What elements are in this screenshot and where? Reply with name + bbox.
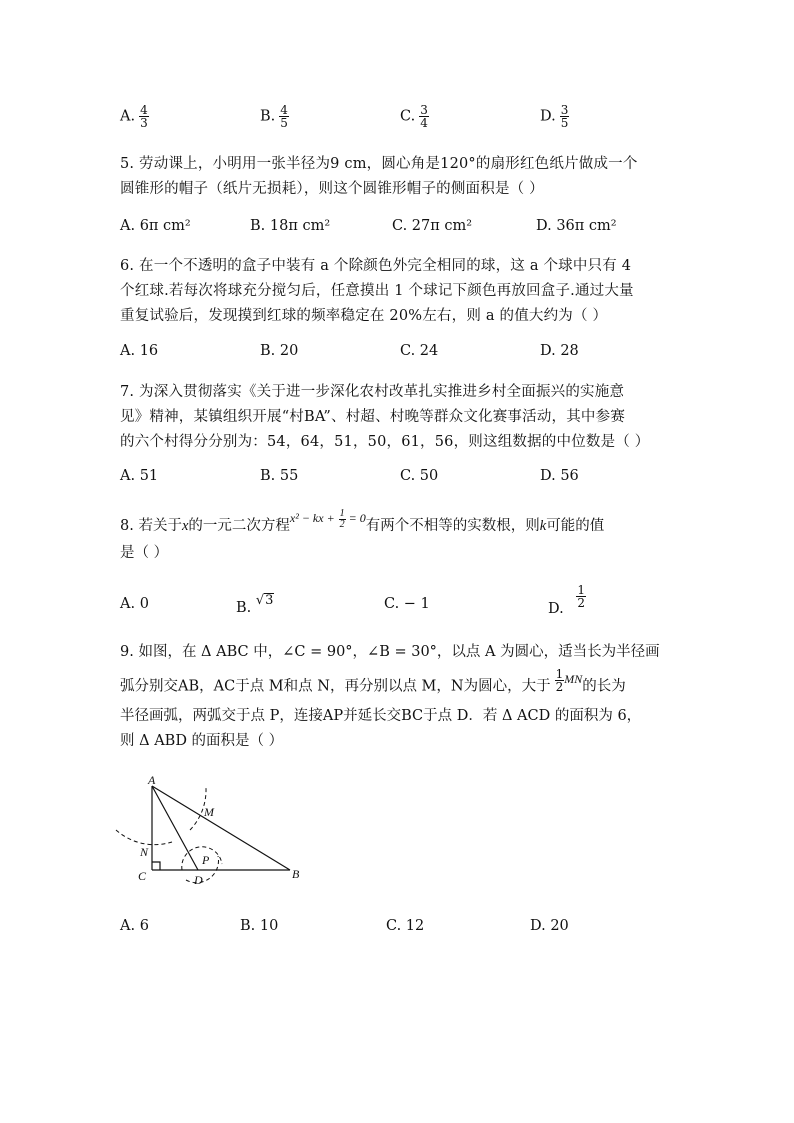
q5-option-a: A. 6π cm² — [120, 218, 191, 234]
triangle-figure — [100, 768, 320, 892]
segment-ad — [152, 786, 198, 870]
q6-stem — [120, 254, 680, 329]
q7-option-c: C. 50 — [400, 468, 439, 484]
q8-option-c: C. − 1 — [384, 596, 430, 612]
q7-stem — [120, 380, 680, 455]
q7-option-d: D. 56 — [540, 468, 579, 484]
side-ab — [152, 786, 290, 870]
q9-line-2: 弧分别交AB，AC于点 M和点 N，再分别以点 M，N为圆心，大于 $\frac{1}{2}$ $^{MN}$的长为 — [120, 667, 626, 695]
label-d: D — [194, 873, 203, 887]
label-m: M — [204, 805, 214, 819]
label-a: A — [148, 773, 156, 787]
q7-line-3: 的六个村得分分别为：54，64，51，50，61，56，则这组数据的中位数是（ ） — [120, 434, 650, 450]
label-p: P — [202, 853, 210, 867]
q9-line-3: 半径画弧，两弧交于点 P，连接AP并延长交BC于点 D．若 Δ ACD 的面积为 6， — [120, 708, 642, 724]
q6-line-3: 重复试验后，发现摸到红球的频率稳定在 20%左右，则 a 的值大约为（ ） — [120, 308, 608, 324]
q4-option-d: D. $\frac{3}{5}$ — [540, 103, 569, 130]
q4-option-b: B. $\frac{4}{5}$ — [260, 103, 288, 130]
q7-option-b: B. 55 — [260, 468, 299, 484]
q8-option-d: D. $\frac{1}{2}$ — [548, 583, 585, 617]
q5-option-d: D. 36π cm² — [536, 218, 617, 234]
q6-line-1: 6. 在一个不透明的盒子中装有 a 个除颜色外完全相同的球，这 a 个球中只有 4 — [120, 258, 632, 274]
q9-option-b: B. 10 — [240, 918, 279, 934]
q6-line-2: 个红球.若每次将球充分搅匀后，任意摸出 1 个球记下颜色再放回盒子.通过大量 — [120, 283, 634, 299]
q5-option-c: C. 27π cm² — [392, 218, 473, 234]
q6-option-c: C. 24 — [400, 343, 439, 359]
q8-line-2: 是（ ） — [120, 545, 169, 561]
q5-stem — [120, 152, 680, 202]
label-n: N — [140, 845, 149, 859]
q9-option-d: D. 20 — [530, 918, 569, 934]
arc-a-lower — [116, 830, 172, 845]
q5-option-b: B. 18π cm² — [250, 218, 331, 234]
q7-line-1: 7. 为深入贯彻落实《关于进一步深化农村改革扎实推进乡村全面振兴的实施意 — [120, 384, 625, 400]
q6-option-a: A. 16 — [120, 343, 159, 359]
q6-option-b: B. 20 — [260, 343, 299, 359]
q8-line-1: 8. 若关于x的一元二次方程$^{x^2 - kx + \frac{1}{2} = 0}$有两个不相等的实数根，则k可能的值 — [120, 507, 605, 534]
label-c: C — [138, 869, 147, 883]
q5-line-2: 圆锥形的帽子（纸片无损耗），则这个圆锥形帽子的侧面积是（ ） — [120, 181, 544, 197]
q9-line-1: 9. 如图，在 Δ ABC 中，∠C = 90°，∠B = 30°，以点 A 为圆心，适当长为半径画 — [120, 644, 660, 660]
q4-option-c: C. $\frac{3}{4}$ — [400, 103, 428, 130]
q5-line-1: 5. 劳动课上，小明用一张半径为9 cm，圆心角是120°的扇形红色纸片做成一个 — [120, 156, 638, 172]
q9-option-c: C. 12 — [386, 918, 425, 934]
q9-line-4: 则 Δ ABD 的面积是（ ） — [120, 733, 284, 749]
q8-option-a: A. 0 — [120, 596, 149, 612]
label-b: B — [292, 867, 300, 881]
q7-line-2: 见》精神，某镇组织开展“村BA”、村超、村晚等群众文化赛事活动，其中参赛 — [120, 409, 626, 425]
q8-option-b: B. √ 3 — [236, 593, 274, 616]
q9-option-a: A. 6 — [120, 918, 149, 934]
q6-option-d: D. 28 — [540, 343, 579, 359]
right-angle-mark — [152, 862, 160, 870]
q4-option-a: A. $\frac{4}{3}$ — [120, 103, 148, 130]
q7-option-a: A. 51 — [120, 468, 159, 484]
